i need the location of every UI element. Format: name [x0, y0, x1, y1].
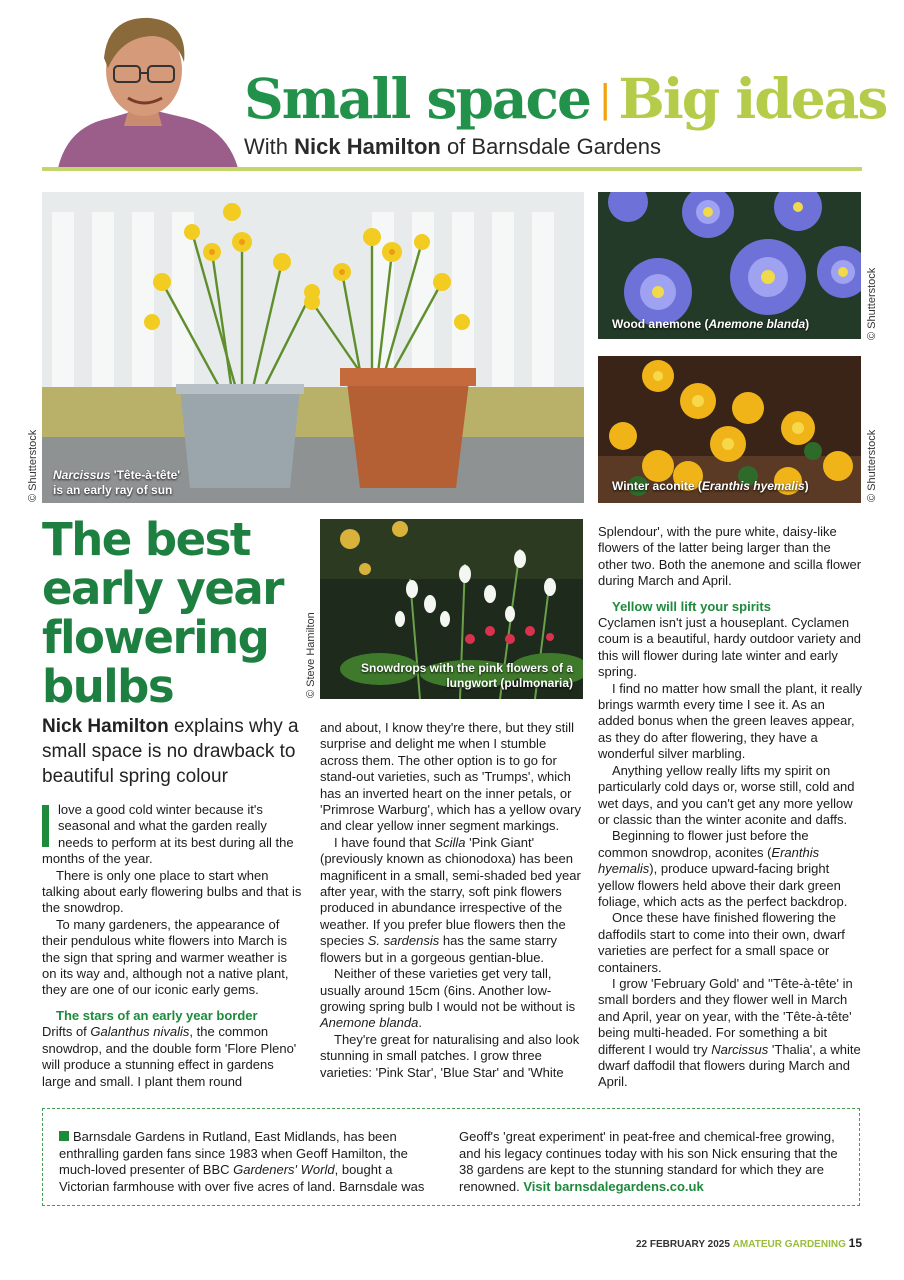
paragraph: I have found that Scilla 'Pink Giant' (previously known as chionodoxa) has been magnificent in a small, semi-shaded bed year after year, with the starry, soft pink flowers produced in abundance irrespective of the weather. If you prefer blue flowers then the species S. sardensis has the same starry flowers but in a gorgeous gentian-blue.	[320, 834, 581, 965]
photo-aconite-caption: Winter aconite (Eranthis hyemalis)	[612, 479, 809, 493]
page-footer	[598, 1236, 862, 1250]
photo-anemone	[598, 192, 861, 339]
paragraph: and about, I know they're there, but they still surprise and delight me when I stumble across them. The other option is to go for stand-out varieties, such as 'Trumps', which has an inverted heart on the inner petals, or 'Primrose Warburg', which has a yellow ovary and clear yellow inner segment markings.	[320, 720, 581, 834]
title-divider: |	[600, 77, 609, 121]
website-link[interactable]: Visit barnsdalegardens.co.uk	[523, 1178, 704, 1194]
author-portrait	[58, 8, 238, 168]
info-box-right: Geoff's 'great experiment' in peat-free and chemical-free growing, and his legacy continues today with his son Nick ensuring that the 38 gardens are kept to the stunning standard for which they are renowned. Visit barnsdalegardens.co.uk	[459, 1129, 838, 1194]
paragraph: I find no matter how small the plant, it really brings warmth every time I see it. As an added bonus when the green leaves appear, as they do after flowering, they have a wonderful silver marbling.	[598, 680, 863, 762]
photo-aconite-credit: © Shutterstock	[866, 429, 878, 502]
info-box	[42, 1108, 860, 1206]
article-column-3	[598, 524, 862, 1091]
title-big-ideas: Big ideas	[618, 66, 887, 131]
paragraph: Neither of these varieties get very tall, usually around 15cm (6ins. Another low-growing spring bulb I would not be without is Anemone blanda.	[320, 966, 576, 1031]
byline-author: Nick Hamilton	[294, 134, 441, 159]
paragraph: Splendour', with the pure white, daisy-like flowers of the latter being larger than the other two. Both the anemone and scilla flower during March and April.	[598, 524, 862, 589]
paragraph: Anything yellow really lifts my spirit on particularly cold days or, worse still, cold and wet days, and you can't get any more yellow or classic than the winter aconite and daffs.	[598, 762, 855, 827]
photo-anemone-credit: © Shutterstock	[866, 267, 878, 340]
paragraph: Beginning to flower just before the common snowdrop, aconites (Eranthis hyemalis), produce upward-facing bright yellow flowers held above their dark green foliage, which acts as the perfect backdrop.	[598, 828, 848, 909]
photo-anemone-caption: Wood anemone (Anemone blanda)	[612, 317, 810, 331]
paragraph: Once these have finished flowering the daffodils start to come into their own, dwarf varieties are perfect for a small space or containers.	[598, 910, 845, 975]
header-rule	[42, 167, 862, 171]
page-number: 15	[848, 1236, 862, 1250]
subheading: Yellow will lift your spirits	[612, 598, 771, 614]
drop-cap-bar	[42, 805, 49, 847]
article-column-2	[320, 720, 584, 1081]
standfirst: Nick Hamilton explains why a small space is no drawback to beautiful spring colour	[42, 716, 299, 787]
title-small-space: Small space	[244, 66, 591, 131]
article-headline: The best early year flowering bulbs	[42, 513, 283, 713]
photo-narcissus-credit: © Shutterstock	[27, 429, 39, 502]
paragraph: I grow 'February Gold' and ''Tête-à-tête' in small borders and they flower well in March and April, year on year, with the 'Tête-à-tête' being multi-headed. For something a bit different I would try Narcissus 'Thalia', a white dwarf daffodil that flowers during March and April.	[598, 975, 861, 1090]
standfirst-author: Nick Hamilton	[42, 716, 169, 737]
photo-snowdrops-caption: Snowdrops with the pink flowers of a lungwort (pulmonaria)	[360, 661, 573, 690]
photo-snowdrops	[320, 519, 583, 699]
magazine-name: AMATEUR GARDENING	[732, 1239, 846, 1250]
info-box-left: Barnsdale Gardens in Rutland, East Midlands, has been enthralling garden fans since 1983 when Geoff Hamilton, the much-loved presenter of BBC Gardeners' World, bought a Victorian farmhouse with over five acres of land. Barnsdale was	[59, 1129, 425, 1194]
issue-date: 22 FEBRUARY 2025	[635, 1239, 730, 1250]
subheading: The stars of an early year border	[56, 1007, 258, 1023]
bullet-square-icon	[59, 1131, 69, 1141]
paragraph: To many gardeners, the appearance of their pendulous white flowers into March is the sign that spring and warmer weather is on its way and, although not a native plant, they are one of our iconic early gems.	[42, 916, 289, 998]
article-column-1	[42, 802, 304, 1090]
paragraph: They're great for naturalising and also look stunning in small patches. I grow three varieties: 'Pink Star', 'Blue Star' and 'White	[320, 1031, 580, 1080]
photo-aconite	[598, 356, 861, 503]
paragraph: Cyclamen isn't just a houseplant. Cyclamen coum is a beautiful, hardy outdoor variety and this will flower during late winter and early spring.	[598, 615, 862, 680]
byline: With Nick Hamilton of Barnsdale Gardens	[244, 134, 661, 159]
photo-snowdrops-credit: © Steve Hamilton	[305, 612, 317, 698]
photo-narcissus-caption: Narcissus 'Tête-à-tête' is an early ray of sun	[53, 468, 181, 497]
paragraph: Drifts of Galanthus nivalis, the common snowdrop, and the double form 'Flore Pleno' will produce a stunning effect in gardens large and small. I plant them round	[42, 1024, 297, 1089]
photo-narcissus	[42, 192, 584, 503]
column-title	[244, 62, 886, 142]
paragraph: love a good cold winter because it's seasonal and what the garden really needs to perform at its best during all the months of the year.	[42, 802, 294, 867]
paragraph: There is only one place to start when talking about early flowering bulbs and that is the snowdrop.	[42, 867, 302, 916]
